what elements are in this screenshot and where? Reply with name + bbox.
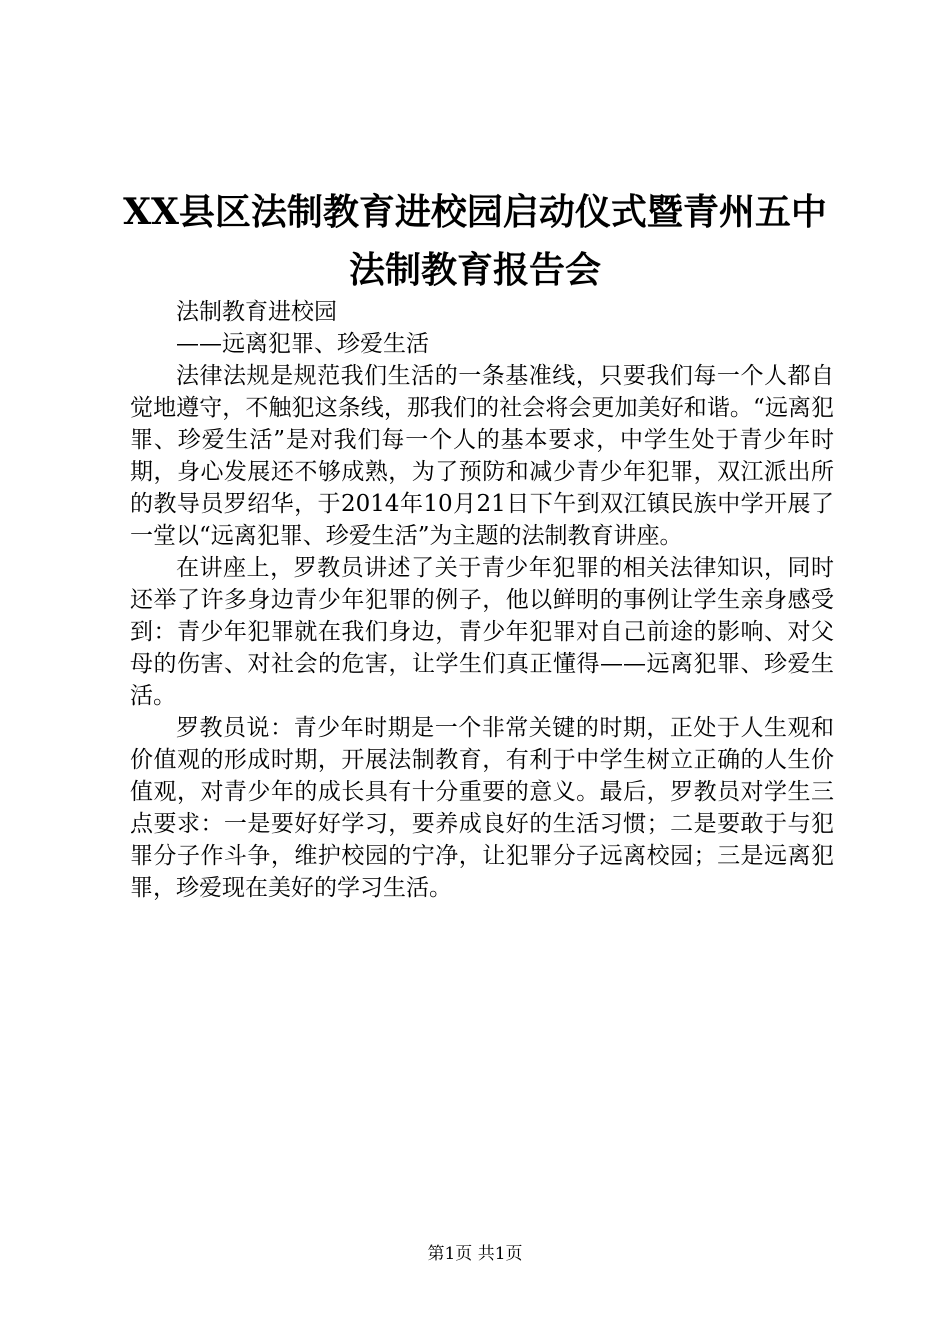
document-body bbox=[130, 296, 834, 904]
subtitle-2: ——远离犯罪、珍爱生活 bbox=[176, 331, 429, 357]
paragraph-1: 法律法规是规范我们生活的一条基准线，只要我们每一个人都自觉地遵守，不触犯这条线，那我们的社会将会更加美好和谐。“远离犯罪、珍爱生活”是对我们每一个人的基本要求，中学生处于青少年时期，身心发展还不够成熟，为了预防和减少青少年犯罪，双江派出所的教导员罗绍华，于2014年10月21日下午到双江镇民族中学开展了一堂以“远离犯罪、珍爱生活”为主题的法制教育讲座。 bbox=[130, 363, 834, 549]
subtitle-1: 法制教育进校园 bbox=[176, 299, 337, 325]
document-title-line-1: XX县区法制教育进校园启动仪式暨青州五中 bbox=[123, 191, 827, 233]
document-title-line-2: 法制教育报告会 bbox=[348, 249, 601, 291]
paragraph-2: 在讲座上，罗教员讲述了关于青少年犯罪的相关法律知识，同时还举了许多身边青少年犯罪的例子，他以鲜明的事例让学生亲身感受到：青少年犯罪就在我们身边，青少年犯罪对自己前途的影响、对父母的伤害、对社会的危害，让学生们真正懂得——远离犯罪、珍爱生活。 bbox=[130, 555, 834, 709]
paragraph-3: 罗教员说：青少年时期是一个非常关键的时期，正处于人生观和价值观的形成时期，开展法制教育，有利于中学生树立正确的人生价值观，对青少年的成长具有十分重要的意义。最后，罗教员对学生三点要求：一是要好好学习，要养成良好的生活习惯；二是要敢于与犯罪分子作斗争，维护校园的宁净，让犯罪分子远离校园；三是远离犯罪，珍爱现在美好的学习生活。 bbox=[130, 715, 834, 901]
page-footer: 第1页 共1页 bbox=[427, 1244, 523, 1264]
